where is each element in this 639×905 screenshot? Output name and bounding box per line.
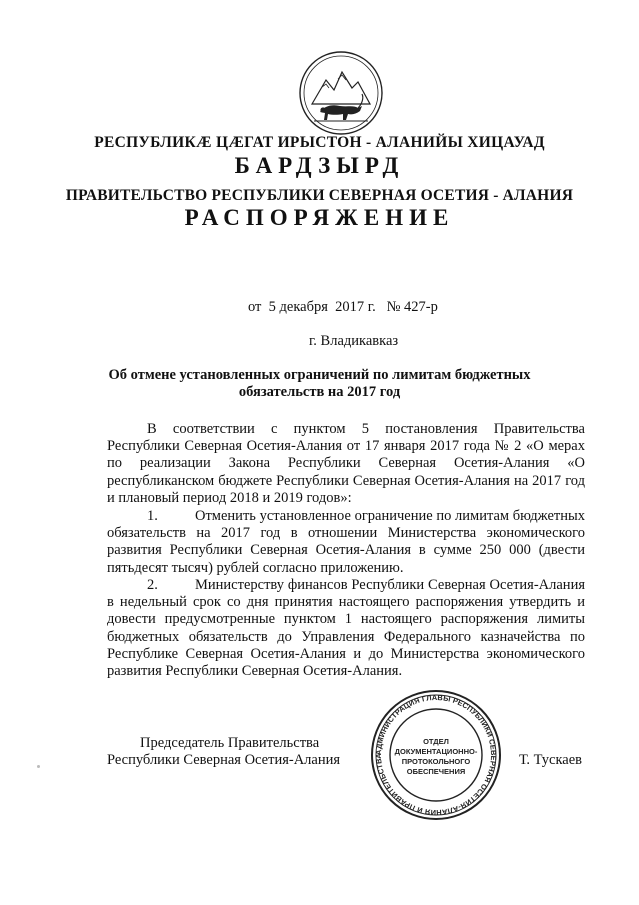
coat-of-arms-emblem-icon: [298, 50, 384, 136]
item-2-text: Министерству финансов Республики Северная Осетия-Алания в недельный срок со дня принятия настоящего распоряжения утвердить и довести предусмотренные пунктом 1 настоящего распоряжения лимиты бюджетных обязательств до Управления Федерального казначейства по Республике Северная Осетия-Алания и до Министерства экономического развития Республики Северная Осетия-Алания.: [107, 577, 585, 680]
official-stamp-icon: [369, 688, 503, 822]
header-government: ПРАВИТЕЛЬСТВО РЕСПУБЛИКИ СЕВЕРНАЯ ОСЕТИЯ - АЛАНИЯ: [65, 187, 574, 204]
item-1-text: Отменить установленное ограничение по лимитам бюджетных обязательств на 2017 год в отношении Министерства экономического развития Республики Северная Осетия-Алания в сумме 250 000 (двести пятьдесят тысяч) рублей согласно приложению.: [107, 508, 585, 576]
header-ossetian-line: РЕСПУБЛИКӔ ЦӔГАТ ИРЫСТОН - АЛАНИЙЫ ХИЦАУАД: [94, 134, 545, 151]
header-bardzyrd: БАРДЗЫРД: [234, 153, 405, 178]
date-number-line: от 5 декабря 2017 г. № 427-р: [248, 299, 438, 315]
svg-text:АДМИНИСТРАЦИЯ ГЛАВЫ РЕСПУБЛИКИ: АДМИНИСТРАЦИЯ ГЛАВЫ РЕСПУБЛИКИ СЕВЕРНАЯ ОСЕТИЯ-АЛАНИЯ И ПРАВИТЕЛЬСТВА: [373, 692, 499, 818]
item-1-number: 1.: [147, 508, 158, 524]
preamble-text: В соответствии с пунктом 5 постановления Правительства Республики Северная Осетия-Алания от 17 января 2017 года № 2 «О мерах по реализации Закона Республики Северная Осетия-Алания «О республиканском бюджете Республики Северная Осетия-Алания на 2017 год и плановый период 2018 и 2019 годов»:: [107, 421, 585, 506]
item-2-number: 2.: [147, 577, 158, 593]
signatory-name: Т. Тускаев: [519, 752, 583, 768]
svg-text:ДОКУМЕНТАЦИОННО-: ДОКУМЕНТАЦИОННО-: [394, 747, 478, 756]
svg-text:ОТДЕЛ: ОТДЕЛ: [423, 737, 449, 746]
document-title: [0, 367, 639, 401]
signatory-title-line-2: Республики Северная Осетия-Алания: [107, 752, 341, 768]
item-2-paragraph: [107, 577, 585, 680]
item-1-paragraph: [107, 508, 585, 577]
document-title-line-1: Об отмене установленных ограничений по лимитам бюджетных: [108, 367, 531, 383]
preamble-paragraph: [107, 421, 585, 507]
scan-speck: [37, 765, 40, 768]
document-type-heading: РАСПОРЯЖЕНИЕ: [184, 205, 455, 230]
signatory-title: [107, 735, 340, 769]
city-line: г. Владикавказ: [309, 333, 399, 349]
document-title-line-2: обязательств на 2017 год: [238, 384, 401, 400]
signatory-title-line-1: Председатель Правительства: [140, 735, 320, 751]
svg-text:ПРОТОКОЛЬНОГО: ПРОТОКОЛЬНОГО: [401, 757, 471, 766]
svg-text:ОБЕСПЕЧЕНИЯ: ОБЕСПЕЧЕНИЯ: [406, 767, 466, 776]
